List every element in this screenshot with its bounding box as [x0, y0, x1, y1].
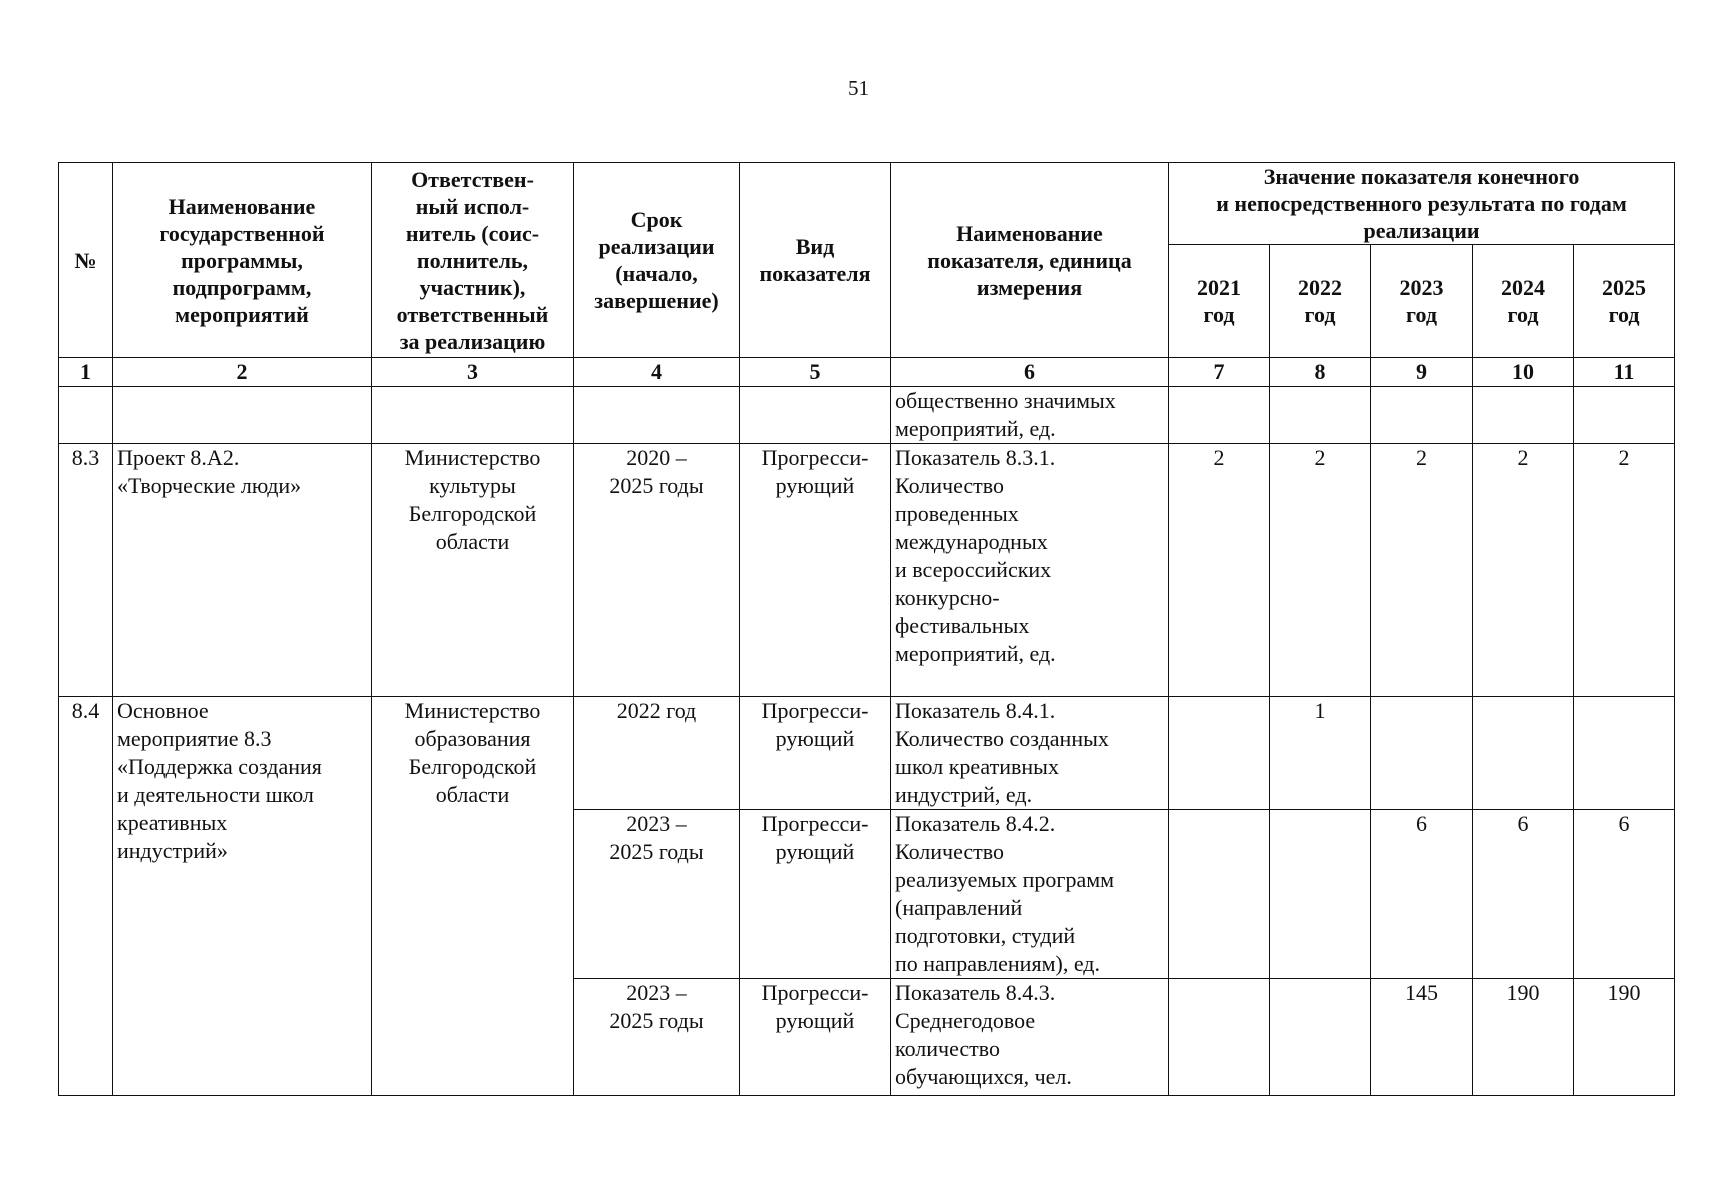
column-number: 10 — [1473, 358, 1574, 387]
cell-empty — [574, 387, 740, 444]
cell-indicator-name: Показатель 8.3.1. Количество проведенных международных и всероссийских конкурсно- фестивальных мероприятий, ед. — [891, 444, 1169, 697]
column-number: 6 — [891, 358, 1169, 387]
cell-value-2022 — [1270, 810, 1371, 979]
header-period: Срок реализации (начало, завершение) — [574, 163, 740, 358]
cell-value-2024: 2 — [1473, 444, 1574, 697]
cell-value-2022 — [1270, 979, 1371, 1096]
indicators-table — [58, 162, 1675, 1096]
cell-value-2021 — [1169, 810, 1270, 979]
cell-value-2025: 6 — [1574, 810, 1675, 979]
cell-indicator-name: Показатель 8.4.3. Среднегодовое количество обучающихся, чел. — [891, 979, 1169, 1096]
cell-row-number: 8.4 — [59, 697, 113, 1096]
header-row — [59, 163, 1675, 245]
cell-value-2025: 2 — [1574, 444, 1675, 697]
cell-indicator-name: общественно значимых мероприятий, ед. — [891, 387, 1169, 444]
cell-value-2024: 190 — [1473, 979, 1574, 1096]
cell-period: 2023 – 2025 годы — [574, 979, 740, 1096]
cell-value-2022: 2 — [1270, 444, 1371, 697]
header-program-name: Наименование государственной программы, подпрограмм, мероприятий — [113, 163, 372, 358]
column-number: 4 — [574, 358, 740, 387]
table-row-8-4-1 — [59, 697, 1675, 810]
cell-empty — [1473, 387, 1574, 444]
cell-indicator-type: Прогресси- рующий — [740, 810, 891, 979]
cell-empty — [1371, 387, 1473, 444]
table-row-8-3 — [59, 444, 1675, 697]
cell-value-2025: 190 — [1574, 979, 1675, 1096]
header-executor: Ответствен- ный испол- нитель (соис- полнитель, участник), ответственный за реализацию — [372, 163, 574, 358]
cell-period: 2022 год — [574, 697, 740, 810]
table-row-continuation — [59, 387, 1675, 444]
cell-indicator-name: Показатель 8.4.2. Количество реализуемых программ (направлений подготовки, студий по направлениям), ед. — [891, 810, 1169, 979]
cell-value-2021 — [1169, 979, 1270, 1096]
cell-empty — [740, 387, 891, 444]
cell-period: 2023 – 2025 годы — [574, 810, 740, 979]
column-numbers-row — [59, 358, 1675, 387]
cell-value-2022: 1 — [1270, 697, 1371, 810]
cell-program-name: Проект 8.А2. «Творческие люди» — [113, 444, 372, 697]
header-values-group: Значение показателя конечного и непосредственного результата по годам реализации — [1169, 163, 1675, 245]
cell-indicator-type: Прогресси- рующий — [740, 697, 891, 810]
cell-empty — [1169, 387, 1270, 444]
column-number: 1 — [59, 358, 113, 387]
cell-value-2023: 2 — [1371, 444, 1473, 697]
cell-program-name: Основное мероприятие 8.3 «Поддержка создания и деятельности школ креативных индустрий» — [113, 697, 372, 1096]
cell-empty — [1270, 387, 1371, 444]
header-year: 2023 год — [1371, 245, 1473, 358]
column-number: 2 — [113, 358, 372, 387]
cell-empty — [113, 387, 372, 444]
header-year: 2025 год — [1574, 245, 1675, 358]
header-indicator-type: Вид показателя — [740, 163, 891, 358]
cell-empty — [59, 387, 113, 444]
page-number: 51 — [848, 76, 869, 100]
cell-value-2023 — [1371, 697, 1473, 810]
cell-value-2024: 6 — [1473, 810, 1574, 979]
column-number: 3 — [372, 358, 574, 387]
cell-value-2023: 145 — [1371, 979, 1473, 1096]
cell-executor: Министерство культуры Белгородской области — [372, 444, 574, 697]
cell-value-2023: 6 — [1371, 810, 1473, 979]
header-year: 2021 год — [1169, 245, 1270, 358]
cell-value-2025 — [1574, 697, 1675, 810]
cell-value-2024 — [1473, 697, 1574, 810]
cell-empty — [1574, 387, 1675, 444]
column-number: 7 — [1169, 358, 1270, 387]
column-number: 9 — [1371, 358, 1473, 387]
header-indicator-name: Наименование показателя, единица измерения — [891, 163, 1169, 358]
cell-value-2021 — [1169, 697, 1270, 810]
cell-empty — [372, 387, 574, 444]
cell-indicator-name: Показатель 8.4.1. Количество созданных школ креативных индустрий, ед. — [891, 697, 1169, 810]
cell-value-2021: 2 — [1169, 444, 1270, 697]
cell-period: 2020 – 2025 годы — [574, 444, 740, 697]
cell-indicator-type: Прогресси- рующий — [740, 444, 891, 697]
header-year: 2022 год — [1270, 245, 1371, 358]
column-number: 11 — [1574, 358, 1675, 387]
header-year: 2024 год — [1473, 245, 1574, 358]
column-number: 8 — [1270, 358, 1371, 387]
cell-row-number: 8.3 — [59, 444, 113, 697]
cell-indicator-type: Прогресси- рующий — [740, 979, 891, 1096]
header-no: № — [59, 163, 113, 358]
column-number: 5 — [740, 358, 891, 387]
cell-executor: Министерство образования Белгородской области — [372, 697, 574, 1096]
